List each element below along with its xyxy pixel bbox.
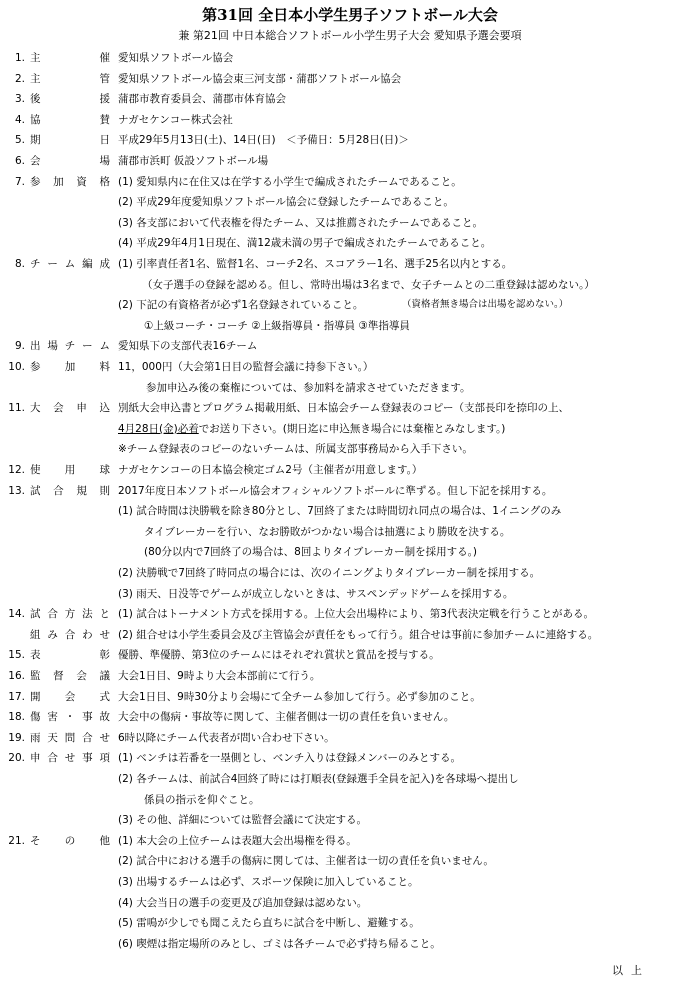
sub-line <box>0 192 700 212</box>
item-label: 参 加 料 <box>30 361 110 373</box>
item-label: 主 管 <box>30 72 110 85</box>
qualification-list: ①上級コーチ・コーチ ②上級指導員・指導員 ③準指導員 <box>144 319 410 332</box>
sub-item: (3) 各支部において代表権を得たチーム、又は推薦されたチームであること。 <box>118 216 484 229</box>
item-label: チーム編成 <box>30 258 110 270</box>
item-number: 6. <box>14 155 25 167</box>
item-text: 大会中の傷病・事故等に関して、主催者側は一切の責任を負いません。 <box>118 711 455 724</box>
item-5-dates <box>0 130 700 150</box>
item-6-venue <box>0 151 700 171</box>
item-3-support <box>0 89 700 109</box>
item-label: 期 日 <box>30 134 110 147</box>
item-18-injury <box>0 707 700 727</box>
item-number: 15. <box>8 649 25 662</box>
item-text: ナガセケンコー株式会社 <box>118 113 233 126</box>
sub-line <box>0 213 700 233</box>
item-text: 平成29年5月13日(土)、14日(日) ＜予備日：5月28日(日)＞ <box>118 134 409 147</box>
item-label: 開 会 式 <box>30 690 110 703</box>
sub-line <box>0 810 700 830</box>
item-8-team-composition <box>0 254 700 274</box>
sub-item: (2) 各チームは、前試合4回終了時には打順表(登録選手全員を記入)を各球場へ提出し <box>118 773 519 785</box>
item-text: 大会1日目、9時より大会本部前にて行う。 <box>118 670 321 682</box>
sub-line <box>0 419 700 439</box>
item-label: 表 彰 <box>30 649 110 662</box>
sub-line <box>0 563 700 583</box>
item-17-opening-ceremony <box>0 687 700 707</box>
item-number: 21. <box>8 834 25 847</box>
sub-item-continuation: （女子選手の登録を認める。但し、常時出場は3名まで、女子チームとの二重登録は認めない。） <box>142 278 595 291</box>
sub-item-continuation: (80分以内で7回終了の場合は、8回よりタイブレーカー制を採用する。) <box>144 546 478 559</box>
item-text: ナガセケンコーの日本協会検定ゴム2号（主催者が用意します。） <box>118 464 423 476</box>
item-1-organizer <box>0 48 700 68</box>
sub-item: (2) 試合中における選手の傷病に関しては、主催者は一切の責任を負いません。 <box>118 855 494 868</box>
sub-item: (5) 雷鳴が少しでも聞こえたら直ちに試合を中断し、避難する。 <box>118 917 420 930</box>
sub-item: (1) 試合はトーナメント方式を採用する。上位大会出場枠により、第3代表決定戦を行うことがある。 <box>118 608 594 621</box>
item-text-note: ※チーム登録表のコピーのないチームは、所属支部事務局から入手下さい。 <box>118 443 473 456</box>
item-20-agreements <box>0 748 700 768</box>
item-number: 3. <box>14 93 25 106</box>
sub-item: (6) 喫煙は指定場所のみとし、ゴミは各チームで必ず持ち帰ること。 <box>118 937 441 950</box>
item-text: 蒲郡市浜町 仮設ソフトボール場 <box>118 155 269 167</box>
item-text-continuation: 参加申込み後の棄権については、参加料を請求させていただきます。 <box>146 381 471 394</box>
sub-line <box>0 542 700 562</box>
item-number: 2. <box>14 72 25 85</box>
item-label: 雨天問合せ <box>30 731 110 744</box>
item-number: 12. <box>8 464 25 476</box>
item-label: 参加資格 <box>30 175 110 188</box>
sub-item: (2) 下記の有資格者が必ず1名登録されていること。 <box>118 299 364 312</box>
item-text: 2017年度日本ソフトボール協会オフィシャルソフトボールに準ずる。但し下記を採用する。 <box>118 484 553 497</box>
sub-line-clipped <box>0 913 700 933</box>
sub-line <box>0 584 700 604</box>
item-12-ball <box>0 460 700 480</box>
item-21-other <box>0 831 700 851</box>
sub-item: (1) ベンチは若番を一塁側とし、ベンチ入りは登録メンバーのみとする。 <box>118 752 461 765</box>
item-label: 使 用 球 <box>30 464 110 476</box>
sub-item-note: （資格者無き場合は出場を認めない。） <box>402 299 569 311</box>
item-number: 18. <box>8 711 25 724</box>
sub-item: (2) 組合せは小学生委員会及び主管協会が責任をもって行う。組合せは事前に参加チームに連絡する。 <box>118 628 599 641</box>
deadline-text: でお送り下さい。(期日迄に申込無き場合には棄権とみなします。) <box>198 422 506 435</box>
item-number: 19. <box>8 731 25 744</box>
sub-line <box>0 769 700 789</box>
item-number: 4. <box>14 113 25 126</box>
item-text: 蒲郡市教育委員会、蒲郡市体育協会 <box>118 93 286 106</box>
sub-item: (4) 大会当日の選手の変更及び追加登録は認めない。 <box>118 896 368 909</box>
sub-line <box>0 522 700 542</box>
sub-line <box>0 893 700 913</box>
deadline-date: 4月28日(金)必着 <box>118 422 199 435</box>
sub-item: (3) その他、詳細については監督会議にて決定する。 <box>118 814 367 827</box>
item-number: 8. <box>14 258 25 270</box>
item-number: 17. <box>8 690 25 703</box>
item-label: 申合せ事項 <box>30 752 110 765</box>
item-number: 20. <box>8 752 25 765</box>
item-number: 9. <box>14 340 25 353</box>
item-9-teams <box>0 336 700 356</box>
document-subtitle: 兼 第21回 中日本総合ソフトボール小学生男子大会 愛知県予選会要項 <box>178 29 522 42</box>
item-label: 傷害・事故 <box>30 711 110 724</box>
sub-item: (1) 本大会の上位チームは表題大会出場権を得る。 <box>118 834 357 847</box>
item-2-host <box>0 69 700 89</box>
sub-line <box>0 790 700 810</box>
sub-line <box>0 233 700 253</box>
sub-item: (3) 雨天、日没等でゲームが成立しないときは、サスペンデッドゲームを採用する。 <box>118 587 514 600</box>
sub-item-continuation: タイブレーカーを行い、なお勝敗がつかない場合は抽選により勝敗を決する。 <box>144 525 511 538</box>
item-number: 14. <box>8 608 25 621</box>
item-label: 試合方法と <box>30 608 110 621</box>
sub-line <box>0 439 700 459</box>
sub-line <box>0 275 700 295</box>
item-text: 6時以降にチーム代表者が問い合わせ下さい。 <box>118 731 335 744</box>
item-number: 10. <box>8 361 25 373</box>
sub-line <box>0 851 700 871</box>
item-number: 7. <box>14 175 25 188</box>
item-number: 13. <box>8 484 25 497</box>
item-text: 11，000円（大会第1日目の監督会議に持参下さい。） <box>118 361 374 373</box>
closing-mark: 以上 <box>612 964 650 977</box>
item-text: 愛知県ソフトボール協会 <box>118 52 234 64</box>
item-label: 試合規則 <box>30 484 110 497</box>
item-13-rules <box>0 481 700 501</box>
item-text: 別紙大会申込書とプログラム掲載用紙、日本協会チーム登録表のコピー（支部長印を捺印の上、 <box>118 402 569 415</box>
sub-line <box>0 295 700 315</box>
item-4-sponsor <box>0 110 700 130</box>
item-label: 後 援 <box>30 93 110 106</box>
item-label: 主 催 <box>30 52 110 64</box>
item-label: 出場チーム <box>30 340 110 353</box>
item-text: 優勝、準優勝、第3位のチームにはそれぞれ賞状と賞品を授与する。 <box>118 649 440 662</box>
sub-line <box>0 872 700 892</box>
item-19-rain-inquiry <box>0 728 700 748</box>
item-label-continuation: 組み合わせ <box>30 628 110 641</box>
item-number: 5. <box>14 134 25 147</box>
item-10-fee <box>0 357 700 377</box>
item-number: 16. <box>8 670 25 682</box>
item-label: 大会申込 <box>30 402 110 415</box>
sub-item: (1) 試合時間は決勝戦を除き80分とし、7回終了または時間切れ同点の場合は、1イニングのみ <box>118 505 562 518</box>
sub-item: (2) 決勝戦で7回終了時同点の場合には、次のイニングよりタイブレーカー制を採用する。 <box>118 567 541 579</box>
item-16-managers-meeting <box>0 666 700 686</box>
sub-line <box>0 378 700 398</box>
item-15-awards <box>0 645 700 665</box>
document-title: 第31回 全日本小学生男子ソフトボール大会 <box>202 6 498 24</box>
sub-item: (4) 平成29年4月1日現在、満12歳未満の男子で編成されたチームであること。 <box>118 237 492 250</box>
sub-line <box>0 625 700 645</box>
item-label: そ の 他 <box>30 834 110 847</box>
item-number: 1. <box>14 52 25 64</box>
item-label: 監督会議 <box>30 670 110 682</box>
item-label: 協 賛 <box>30 113 110 126</box>
item-label: 会 場 <box>30 155 110 167</box>
item-number: 11. <box>8 402 25 415</box>
sub-line <box>0 934 700 954</box>
item-14-format <box>0 604 700 624</box>
sub-item: (1) 愛知県内に在住又は在学する小学生で編成されたチームであること。 <box>118 175 462 188</box>
sub-item-continuation: 係員の指示を仰ぐこと。 <box>144 793 260 806</box>
sub-item: (3) 出場するチームは必ず、スポーツ保険に加入していること。 <box>118 876 419 888</box>
sub-item: (2) 平成29年度愛知県ソフトボール協会に登録したチームであること。 <box>118 196 454 209</box>
item-text: 大会1日目、9時30分より会場にて全チーム参加して行う。必ず参加のこと。 <box>118 690 481 703</box>
item-11-application <box>0 398 700 418</box>
sub-line <box>0 316 700 336</box>
sub-line <box>0 501 700 521</box>
item-text: 愛知県下の支部代表16チーム <box>118 340 258 353</box>
deadline-line <box>118 419 505 439</box>
item-7-eligibility <box>0 172 700 192</box>
item-text: 愛知県ソフトボール協会東三河支部・蒲郡ソフトボール協会 <box>118 72 402 85</box>
sub-item: (1) 引率責任者1名、監督1名、コーチ2名、スコアラー1名、選手25名以内とする。 <box>118 258 513 270</box>
